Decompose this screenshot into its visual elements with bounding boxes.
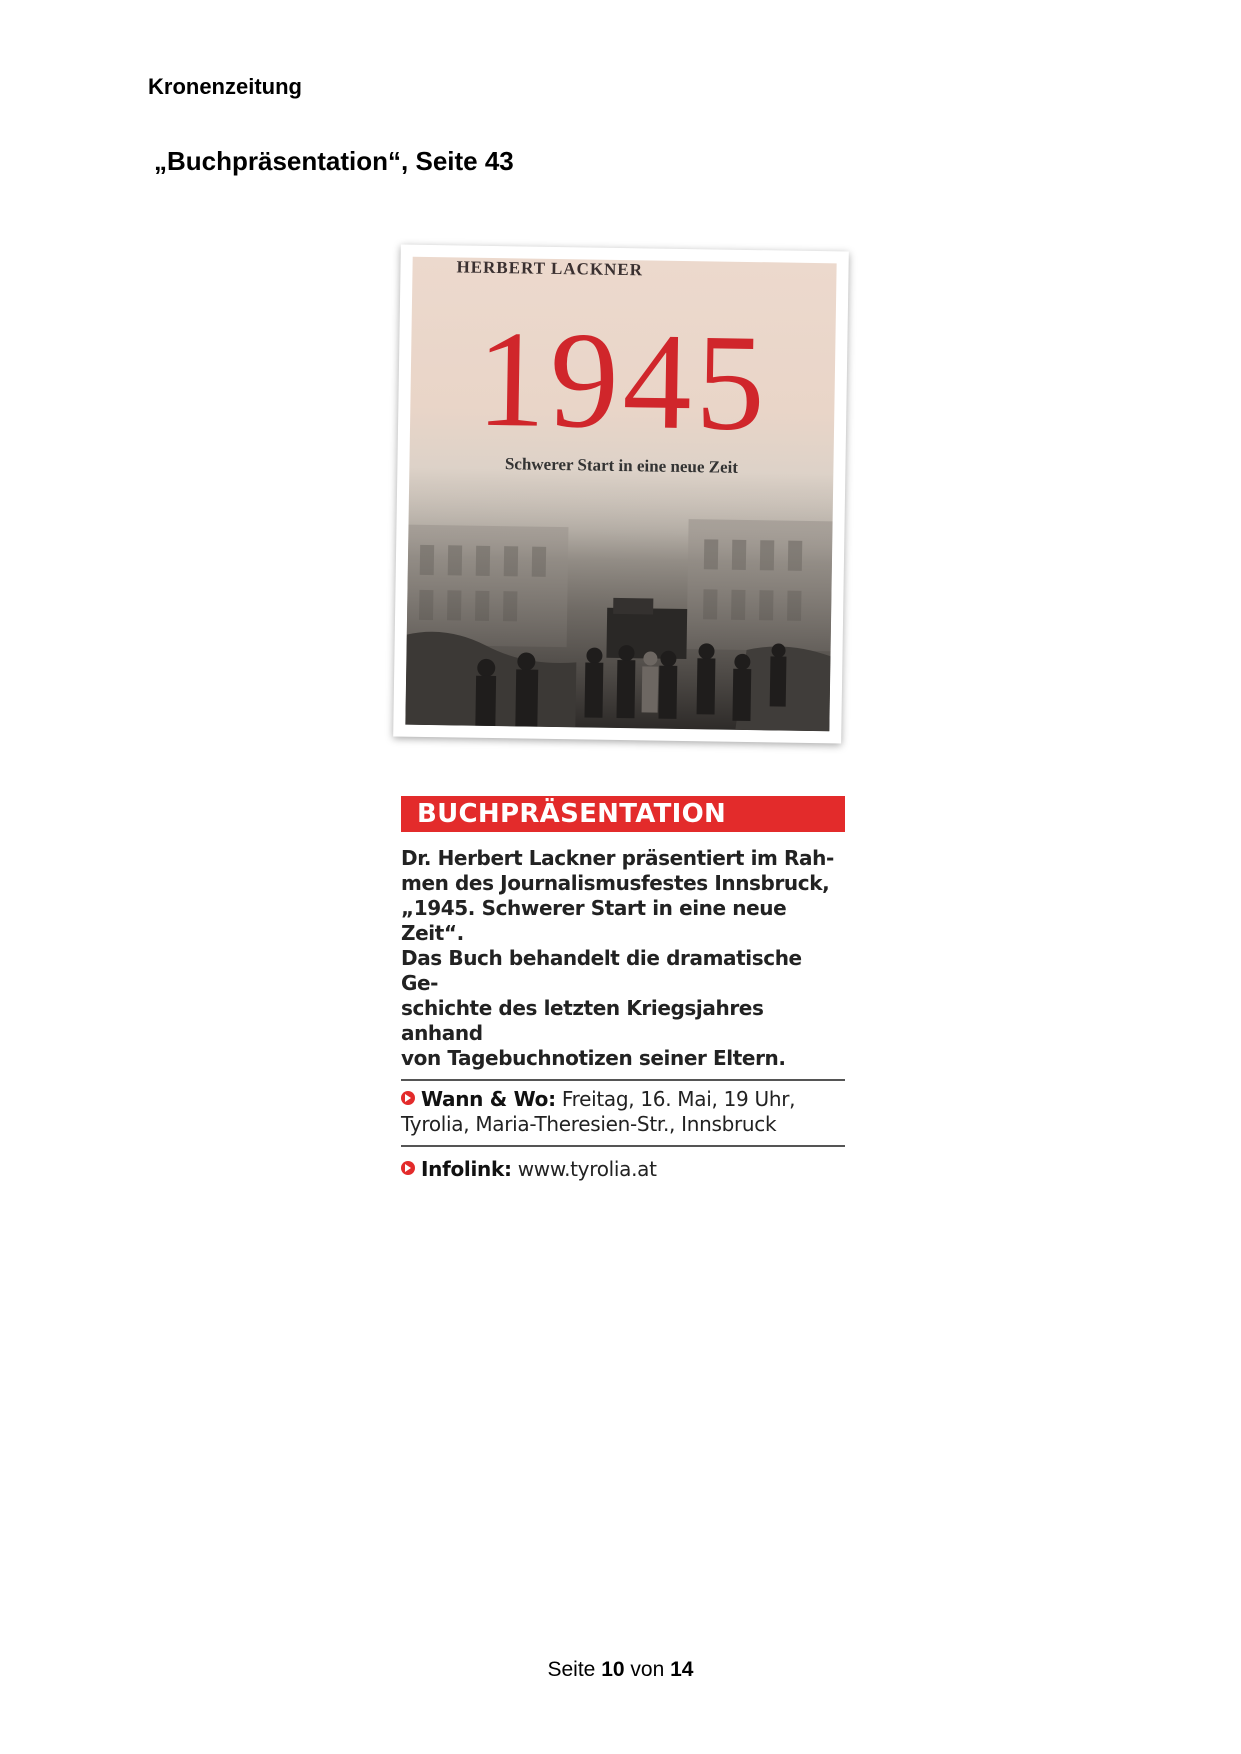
article-banner: BUCHPRÄSENTATION bbox=[401, 796, 845, 832]
when-location: Tyrolia, Maria-Theresien-Str., Innsbruck bbox=[401, 1112, 777, 1136]
arrow-bullet-icon bbox=[401, 1091, 415, 1105]
infolink-label: Infolink: bbox=[421, 1157, 512, 1181]
cover-street-photo bbox=[405, 485, 833, 732]
body-line: schichte des letzten Kriegsjahres anhand bbox=[401, 996, 764, 1045]
divider bbox=[401, 1079, 845, 1081]
book-cover-image bbox=[393, 245, 849, 744]
page-of: von bbox=[630, 1658, 665, 1681]
cover-author: HERBERT LACKNER bbox=[456, 257, 644, 280]
event-infolink bbox=[401, 1157, 845, 1182]
body-line: „1945. Schwerer Start in eine neue Zeit“. bbox=[401, 896, 787, 945]
when-label: Wann & Wo: bbox=[421, 1087, 556, 1111]
cover-subtitle: Schwerer Start in eine neue Zeit bbox=[504, 454, 739, 477]
body-line: Dr. Herbert Lackner präsentiert im Rah- bbox=[401, 846, 834, 870]
event-article bbox=[401, 796, 845, 1182]
body-line: von Tagebuchnotizen seiner Eltern. bbox=[401, 1046, 786, 1070]
source-name: Kronenzeitung bbox=[148, 74, 302, 99]
page-prefix: Seite bbox=[547, 1658, 596, 1681]
body-line: Das Buch behandelt die dramatische Ge- bbox=[401, 946, 802, 995]
arrow-bullet-icon bbox=[401, 1161, 415, 1175]
event-when-where bbox=[401, 1087, 845, 1137]
article-body bbox=[401, 846, 845, 1071]
body-line: men des Journalismusfestes Innsbruck, bbox=[401, 871, 830, 895]
when-date: Freitag, 16. Mai, 19 Uhr, bbox=[561, 1087, 796, 1111]
article-headline: „Buchpräsentation“, Seite 43 bbox=[154, 146, 514, 176]
divider bbox=[401, 1145, 845, 1147]
current-page: 10 bbox=[601, 1658, 625, 1681]
page-number bbox=[0, 1658, 1241, 1682]
cover-year: 1945 bbox=[475, 301, 770, 460]
infolink-url[interactable]: www.tyrolia.at bbox=[517, 1157, 657, 1181]
total-pages: 14 bbox=[670, 1658, 694, 1681]
